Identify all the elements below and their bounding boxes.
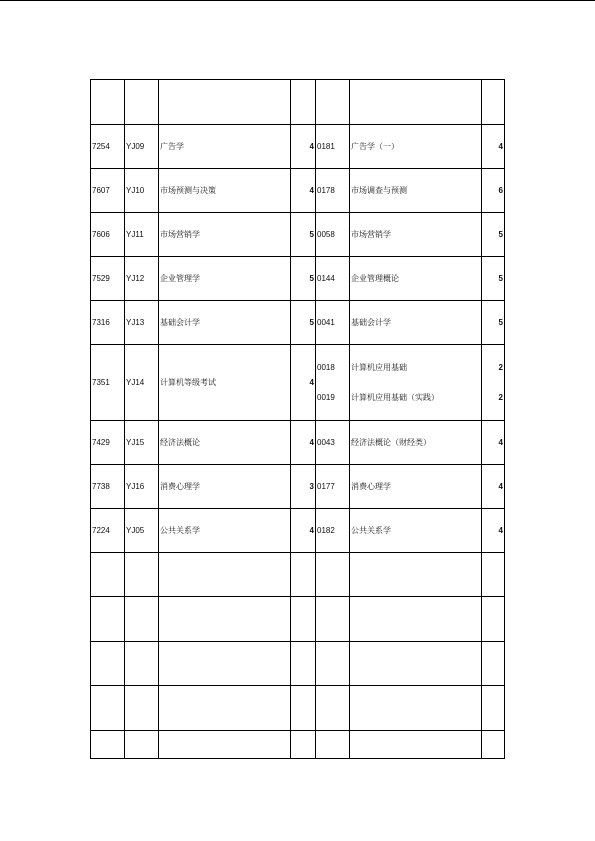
exam-credit-cell: 5: [482, 257, 505, 301]
yj-code-cell: YJ09: [125, 125, 159, 169]
empty-cell: [316, 553, 350, 597]
course-credit-cell: 4: [291, 345, 316, 421]
course-credit-cell: 4: [291, 169, 316, 213]
exam-code-cell: 0182: [316, 509, 350, 553]
exam-code-cell: 0058: [316, 213, 350, 257]
empty-row: [91, 686, 505, 731]
table-row: [91, 257, 505, 301]
exam-code-cell: 0144: [316, 257, 350, 301]
yj-code-cell: YJ11: [125, 213, 159, 257]
course-name-cell: 计算机等级考试: [159, 345, 291, 421]
course-code-cell: 7529: [91, 257, 125, 301]
exam-code-cell: 0177: [316, 465, 350, 509]
empty-cell: [91, 597, 125, 642]
empty-row: [91, 731, 505, 759]
yj-code-cell: YJ14: [125, 345, 159, 421]
course-code-cell: 7738: [91, 465, 125, 509]
header-cell: [482, 80, 505, 125]
exam-credit-cell: 4: [482, 465, 505, 509]
empty-cell: [125, 597, 159, 642]
stacked-values: [483, 362, 503, 403]
empty-cell: [316, 731, 350, 759]
empty-row: [91, 597, 505, 642]
exam-credit-cell: 5: [482, 213, 505, 257]
exam-credit-cell: 4: [482, 421, 505, 465]
course-code-cell: 7429: [91, 421, 125, 465]
course-code-cell: 7606: [91, 213, 125, 257]
exam-name-cell: 广告学（一）: [350, 125, 482, 169]
header-row: [91, 80, 505, 125]
course-code-cell: 7351: [91, 345, 125, 421]
empty-cell: [482, 686, 505, 731]
exam-code-cell: 0181: [316, 125, 350, 169]
course-name-cell: 广告学: [159, 125, 291, 169]
table-row: [91, 509, 505, 553]
course-credit-cell: 3: [291, 465, 316, 509]
empty-cell: [482, 597, 505, 642]
course-table-body: [91, 80, 505, 759]
course-code-cell: 7254: [91, 125, 125, 169]
exam-code: 0018: [317, 363, 335, 372]
stacked-values: [351, 362, 480, 403]
course-code-cell: 7607: [91, 169, 125, 213]
exam-code: 0019: [317, 393, 335, 402]
exam-credit-cell: 5: [482, 301, 505, 345]
yj-code-cell: YJ05: [125, 509, 159, 553]
exam-code-cell: 0041: [316, 301, 350, 345]
exam-code-cell: 0043: [316, 421, 350, 465]
table-row: [91, 421, 505, 465]
exam-credit-cell: [482, 345, 505, 421]
course-name-cell: 基础会计学: [159, 301, 291, 345]
empty-cell: [316, 686, 350, 731]
exam-credit: 2: [498, 393, 503, 402]
exam-name-cell: 经济法概论（财经类）: [350, 421, 482, 465]
empty-cell: [159, 597, 291, 642]
empty-cell: [350, 553, 482, 597]
yj-code-cell: YJ10: [125, 169, 159, 213]
header-cell: [291, 80, 316, 125]
course-name-cell: 经济法概论: [159, 421, 291, 465]
exam-credit-cell: 4: [482, 509, 505, 553]
empty-cell: [291, 642, 316, 686]
course-credit-cell: 5: [291, 213, 316, 257]
table-row: [91, 213, 505, 257]
exam-credit-cell: 4: [482, 125, 505, 169]
stacked-values: [317, 362, 348, 403]
empty-cell: [482, 731, 505, 759]
empty-cell: [350, 731, 482, 759]
empty-cell: [350, 597, 482, 642]
empty-cell: [91, 686, 125, 731]
empty-cell: [482, 642, 505, 686]
empty-cell: [159, 642, 291, 686]
table-row: [91, 345, 505, 421]
course-name-cell: 市场预测与决策: [159, 169, 291, 213]
header-cell: [125, 80, 159, 125]
course-code-cell: 7316: [91, 301, 125, 345]
course-credit-cell: 5: [291, 257, 316, 301]
course-credit-cell: 4: [291, 421, 316, 465]
empty-cell: [482, 553, 505, 597]
header-cell: [316, 80, 350, 125]
empty-cell: [125, 553, 159, 597]
course-credit-cell: 5: [291, 301, 316, 345]
empty-cell: [316, 642, 350, 686]
exam-name-cell: 市场调查与预测: [350, 169, 482, 213]
yj-code-cell: YJ13: [125, 301, 159, 345]
exam-name: 计算机应用基础: [351, 363, 407, 372]
page-top-rule: [0, 0, 595, 1]
empty-cell: [291, 731, 316, 759]
exam-name-cell: 基础会计学: [350, 301, 482, 345]
course-name-cell: 消费心理学: [159, 465, 291, 509]
empty-cell: [125, 642, 159, 686]
course-credit-cell: 4: [291, 125, 316, 169]
header-cell: [91, 80, 125, 125]
course-name-cell: 企业管理学: [159, 257, 291, 301]
course-credit-cell: 4: [291, 509, 316, 553]
empty-cell: [91, 642, 125, 686]
empty-cell: [350, 686, 482, 731]
course-name-cell: 公共关系学: [159, 509, 291, 553]
exam-name-cell: 企业管理概论: [350, 257, 482, 301]
empty-cell: [291, 597, 316, 642]
course-name-cell: 市场营销学: [159, 213, 291, 257]
exam-code-cell: [316, 345, 350, 421]
yj-code-cell: YJ16: [125, 465, 159, 509]
exam-code-cell: 0178: [316, 169, 350, 213]
empty-cell: [291, 686, 316, 731]
course-table: [90, 79, 505, 759]
exam-name-cell: [350, 345, 482, 421]
table-row: [91, 301, 505, 345]
empty-cell: [91, 731, 125, 759]
table-row: [91, 465, 505, 509]
header-cell: [350, 80, 482, 125]
empty-cell: [316, 597, 350, 642]
empty-row: [91, 553, 505, 597]
empty-cell: [125, 686, 159, 731]
exam-name-cell: 市场营销学: [350, 213, 482, 257]
exam-name-cell: 公共关系学: [350, 509, 482, 553]
exam-name-cell: 消费心理学: [350, 465, 482, 509]
exam-credit-cell: 6: [482, 169, 505, 213]
course-code-cell: 7224: [91, 509, 125, 553]
empty-cell: [159, 731, 291, 759]
empty-cell: [291, 553, 316, 597]
yj-code-cell: YJ12: [125, 257, 159, 301]
exam-credit: 2: [498, 363, 503, 372]
empty-cell: [125, 731, 159, 759]
table-row: [91, 169, 505, 213]
empty-row: [91, 642, 505, 686]
empty-cell: [350, 642, 482, 686]
exam-name: 计算机应用基础（实践）: [351, 393, 439, 402]
empty-cell: [159, 686, 291, 731]
header-cell: [159, 80, 291, 125]
table-row: [91, 125, 505, 169]
yj-code-cell: YJ15: [125, 421, 159, 465]
empty-cell: [91, 553, 125, 597]
empty-cell: [159, 553, 291, 597]
